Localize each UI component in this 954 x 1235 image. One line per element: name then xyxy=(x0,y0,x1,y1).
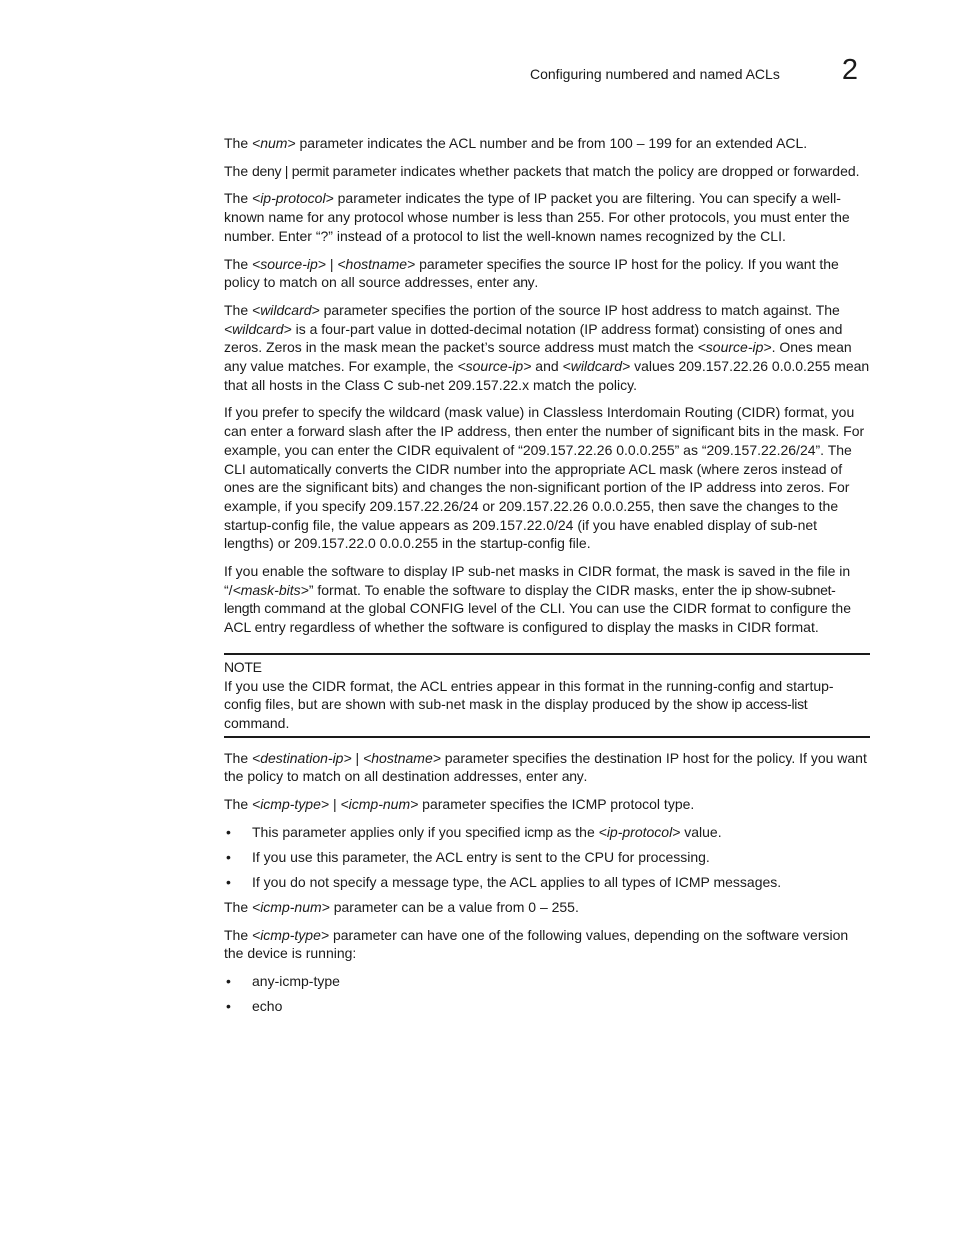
paragraph-icmp-type-values xyxy=(224,926,870,963)
text: parameter specifies the destination IP host for the policy. If you want the policy to match on all destination addresses, enter xyxy=(224,749,867,785)
param-icmp-type: <icmp-type> xyxy=(252,796,330,813)
bullet-icon: • xyxy=(226,848,231,865)
text: If you use this parameter, the ACL entry is sent to the CPU for processing. xyxy=(252,848,710,865)
param-ip-protocol: <ip-protocol> xyxy=(252,190,334,207)
paragraph-source-ip xyxy=(224,255,870,292)
text: parameter indicates the type of IP packet you are filtering. You can specify a well-known name for any protocol whose number is less than 255. For other protocols, you must enter the number. Enter “?” instead of a protocol to list the well-known names recognized by the CLI. xyxy=(224,190,850,244)
list-item xyxy=(224,873,870,892)
list-item xyxy=(224,823,870,842)
list-item xyxy=(224,972,870,991)
paragraph-icmp-num xyxy=(224,898,870,917)
paragraph-cidr-display xyxy=(224,562,870,637)
keyword-deny-permit: deny | permit xyxy=(252,162,329,179)
text: . xyxy=(534,274,539,291)
text: parameter indicates the ACL number and be from 100 – 199 for an extended ACL. xyxy=(295,135,808,151)
separator: | xyxy=(325,255,338,272)
page-header xyxy=(530,54,860,88)
text: values 209.157.22.26 0.0.0.255 mean that all hosts in the Class C sub-net 209.157.22.x match the policy. xyxy=(224,358,870,393)
text: This parameter applies only if you specified xyxy=(252,823,525,840)
icmp-type-values-list xyxy=(224,972,870,1016)
paragraph-wildcard xyxy=(224,301,870,395)
text: parameter specifies the ICMP protocol type. xyxy=(418,796,695,813)
text: and xyxy=(531,358,563,375)
text: The xyxy=(224,135,253,151)
text: parameter can be a value from 0 – 255. xyxy=(329,898,579,915)
document-body xyxy=(224,134,870,1022)
param-wildcard: <wildcard> xyxy=(224,320,292,337)
list-item xyxy=(224,848,870,867)
text: The xyxy=(224,255,253,272)
param-icmp-num: <icmp-num> xyxy=(252,898,330,915)
text: . Ones mean any value matches. For example, the xyxy=(224,339,852,375)
text: If you enable the software to display IP sub-net masks in CIDR format, the mask is saved in the file in “/ xyxy=(224,563,851,598)
text: The xyxy=(224,162,253,179)
text: ” format. To enable the software to display the CIDR masks, enter the xyxy=(308,581,742,598)
paragraph-num xyxy=(224,134,870,153)
text: The xyxy=(224,898,253,915)
keyword-any: any xyxy=(561,768,584,785)
paragraph-ip-protocol xyxy=(224,189,870,245)
param-hostname: <hostname> xyxy=(337,255,416,272)
param-hostname: <hostname> xyxy=(363,749,441,766)
bullet-icon: • xyxy=(226,823,231,840)
param-wildcard: <wildcard> xyxy=(562,358,631,375)
param-source-ip: <source-ip> xyxy=(697,339,772,356)
note-text xyxy=(224,677,870,733)
text: If you do not specify a message type, the ACL applies to all types of ICMP messages. xyxy=(252,873,782,890)
text: If you use the CIDR format, the ACL entries appear in this format in the running-config and startup-config files, but are shown with sub-net mask in the display produced by the xyxy=(224,677,834,713)
paragraph-destination-ip xyxy=(224,749,870,786)
section-title: Configuring numbered and named ACLs xyxy=(530,66,780,82)
bullet-icon: • xyxy=(226,997,231,1014)
paragraph-icmp-type xyxy=(224,795,870,814)
text: The xyxy=(224,749,253,766)
text: as the xyxy=(552,823,599,840)
param-icmp-type: <icmp-type> xyxy=(252,926,330,943)
command-ip-show-subnet-length: ip show-subnet-length xyxy=(224,581,836,617)
note-box xyxy=(224,653,870,738)
param-mask-bits: <mask-bits> xyxy=(232,581,309,598)
text: parameter specifies the portion of the source IP host address to match against. The xyxy=(319,301,840,318)
text: value. xyxy=(680,823,722,840)
keyword-icmp: icmp xyxy=(524,823,553,840)
text: The xyxy=(224,796,253,813)
param-source-ip: <source-ip> xyxy=(252,255,326,272)
param-icmp-num: <icmp-num> xyxy=(340,796,419,813)
text: parameter specifies the source IP host for the policy. If you want the policy to match on all source addresses, enter xyxy=(224,255,839,291)
text: is a four-part value in dotted-decimal notation (IP address format) consisting of ones and zeros. Zeros in the mask mean the packet’s source address must match the xyxy=(224,320,843,356)
bullet-icon: • xyxy=(226,873,231,890)
text: The xyxy=(224,301,253,318)
separator: | xyxy=(351,749,364,766)
param-source-ip: <source-ip> xyxy=(457,358,532,375)
param-destination-ip: <destination-ip> xyxy=(252,749,352,766)
text: command at the global CONFIG level of the CLI. You can use the CIDR format to configure the ACL entry regardless of whether the software is configured to display the masks in CIDR format. xyxy=(224,600,851,636)
text: The xyxy=(224,926,253,943)
bullet-icon: • xyxy=(226,972,231,989)
note-label: NOTE xyxy=(224,658,262,675)
text: command. xyxy=(224,714,290,731)
text: any-icmp-type xyxy=(252,972,340,989)
text: parameter indicates whether packets that match the policy are dropped or forwarded. xyxy=(328,162,860,179)
keyword-any: any xyxy=(512,274,535,291)
command-show-ip-access-list: show ip access-list xyxy=(696,696,808,713)
param-wildcard: <wildcard> xyxy=(252,301,320,318)
paragraph-deny-permit xyxy=(224,162,870,181)
text: . xyxy=(583,768,588,785)
chapter-number: 2 xyxy=(841,54,858,86)
text: The xyxy=(224,190,253,207)
paragraph-cidr: If you prefer to specify the wildcard (mask value) in Classless Interdomain Routing (CIDR) format, you can enter a forward slash after the IP address, then enter the number of significant bits in the mask. For example, you can enter the CIDR equivalent of “209.157.22.26 0.0.0.255” as “209.157.22.26/24”. The CLI automatically converts the CIDR number into the appropriate ACL mask (where zeros instead of ones are the significant bits) and changes the non-significant portion of the IP address into zeros. For example, if you specify 209.157.22.26/24 or 209.157.22.26 0.0.0.255, then save the changes to the startup-config file, the value appears as 209.157.22.0/24 (if you have enabled display of sub-net lengths) or 209.157.22.0 0.0.0.255 in the startup-config file. xyxy=(224,404,865,552)
list-item xyxy=(224,997,870,1016)
text: echo xyxy=(252,997,283,1014)
text: parameter can have one of the following values, depending on the software version the device is running: xyxy=(224,926,849,962)
separator: | xyxy=(329,796,341,813)
param-num: <num> xyxy=(252,135,296,151)
param-ip-protocol: <ip-protocol> xyxy=(598,823,681,840)
icmp-bullet-list xyxy=(224,823,870,892)
